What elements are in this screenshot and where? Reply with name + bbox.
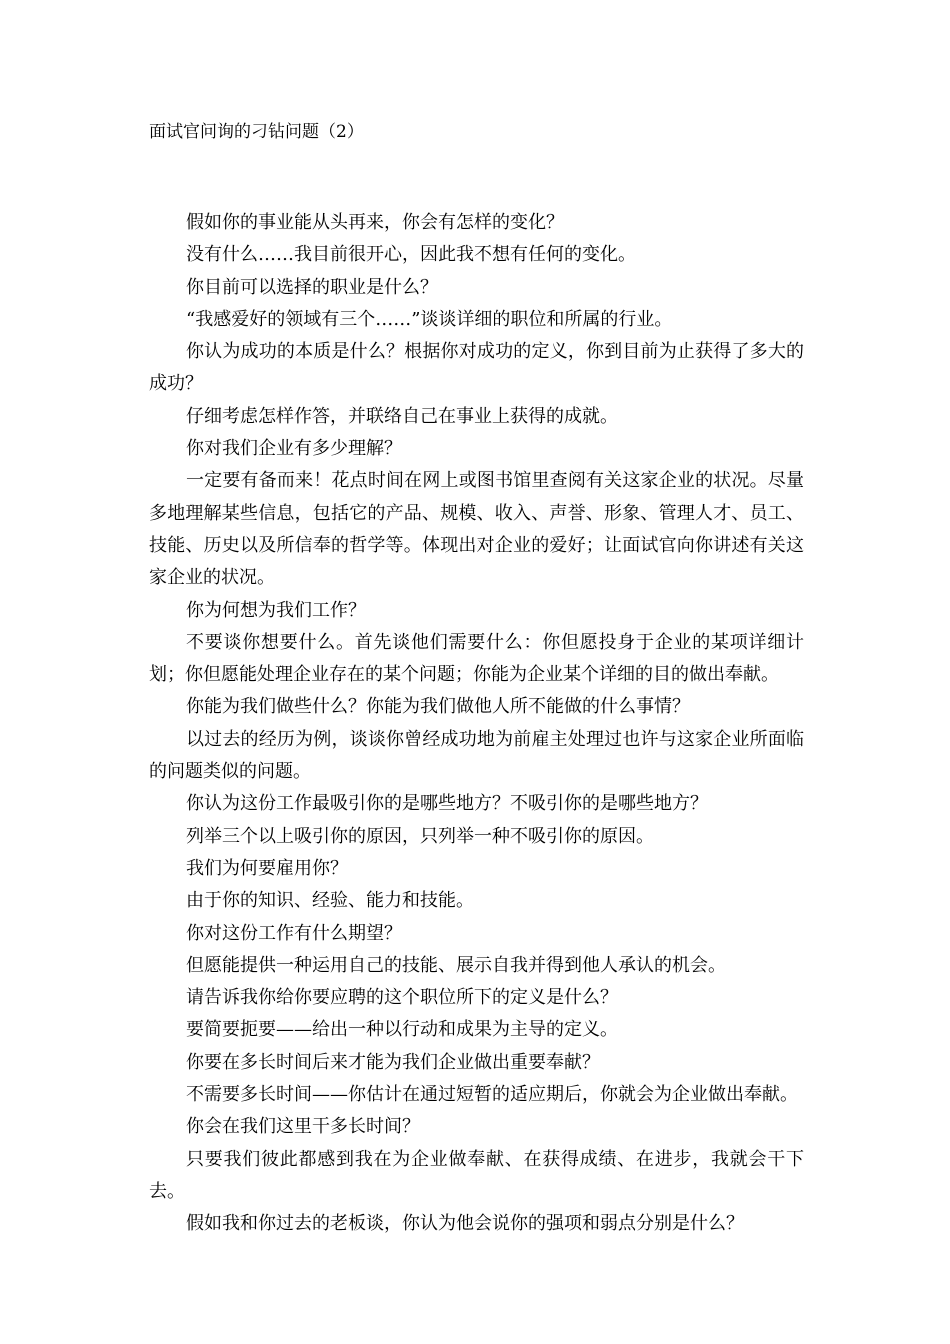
paragraph: 只要我们彼此都感到我在为企业做奉献、在获得成绩、在进步，我就会干下去。 xyxy=(149,1148,804,1202)
paragraph: 不需要多长时间——你估计在通过短暂的适应期后，你就会为企业做出奉献。 xyxy=(186,1084,798,1106)
paragraph: 由于你的知识、经验、能力和技能。 xyxy=(186,890,474,912)
paragraph: 以过去的经历为例，谈谈你曾经成功地为前雇主处理过也许与这家企业所面临的问题类似的问题。 xyxy=(149,728,804,783)
paragraph: 但愿能提供一种运用自己的技能、展示自我并得到他人承认的机会。 xyxy=(186,954,726,976)
paragraph: 你会在我们这里干多长时间？ xyxy=(186,1116,420,1138)
paragraph: “我感爱好的领域有三个……”谈谈详细的职位和所属的行业。 xyxy=(186,308,673,330)
paragraph: 假如我和你过去的老板谈，你认为他会说你的强项和弱点分别是什么？ xyxy=(186,1213,744,1235)
paragraph: 仔细考虑怎样作答，并联络自己在事业上获得的成就。 xyxy=(186,405,618,427)
paragraph: 不要谈你想要什么。首先谈他们需要什么：你但愿投身于企业的某项详细计划；你但愿能处理企业存在的某个问题；你能为企业某个详细的目的做出奉献。 xyxy=(149,631,804,686)
paragraph: 你认为成功的本质是什么？根据你对成功的定义，你到目前为止获得了多大的成功？ xyxy=(149,341,804,395)
paragraph: 一定要有备而来！花点时间在网上或图书馆里查阅有关这家企业的状况。尽量多地理解某些信息，包括它的产品、规模、收入、声誉、形象、管理人才、员工、技能、历史以及所信奉的哲学等。体现出对企业的爱好；让面试官向你讲述有关这家企业的状况。 xyxy=(149,470,804,589)
paragraph: 要简要扼要——给出一种以行动和成果为主导的定义。 xyxy=(186,1019,618,1041)
document-body xyxy=(149,207,804,1241)
paragraph: 你认为这份工作最吸引你的是哪些地方？不吸引你的是哪些地方？ xyxy=(186,793,708,815)
paragraph: 你能为我们做些什么？你能为我们做他人所不能做的什么事情？ xyxy=(186,696,690,718)
paragraph: 没有什么……我目前很开心，因此我不想有任何的变化。 xyxy=(186,244,636,266)
paragraph: 我们为何要雇用你？ xyxy=(186,857,348,879)
paragraph: 请告诉我你给你要应聘的这个职位所下的定义是什么？ xyxy=(186,987,618,1009)
paragraph: 你对我们企业有多少理解？ xyxy=(186,438,402,460)
document-title: 面试官问询的刁钻问题（2） xyxy=(149,122,364,142)
paragraph: 你为何想为我们工作？ xyxy=(186,599,366,621)
paragraph: 你目前可以选择的职业是什么？ xyxy=(186,276,438,298)
paragraph: 假如你的事业能从头再来，你会有怎样的变化？ xyxy=(186,212,564,233)
paragraph: 你对这份工作有什么期望？ xyxy=(186,922,402,944)
paragraph: 列举三个以上吸引你的原因，只列举一种不吸引你的原因。 xyxy=(186,825,654,847)
paragraph: 你要在多长时间后来才能为我们企业做出重要奉献？ xyxy=(186,1051,600,1073)
